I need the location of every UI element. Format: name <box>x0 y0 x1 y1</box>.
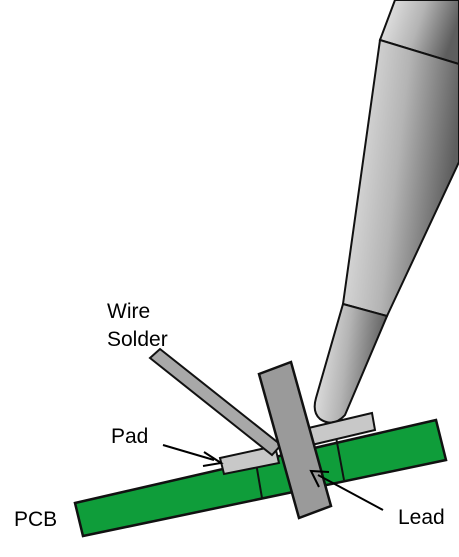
soldering-iron <box>315 0 459 423</box>
pcb-label: PCB <box>14 508 58 531</box>
iron-body <box>343 40 459 316</box>
iron-tip <box>315 304 387 423</box>
wire-solder-label: Solder <box>107 328 168 351</box>
wire-solder-label: Wire <box>107 300 151 323</box>
wire-solder <box>150 349 281 455</box>
lead-label: Lead <box>398 506 445 529</box>
pad-arrow <box>163 445 221 466</box>
pad-label: Pad <box>111 425 149 448</box>
